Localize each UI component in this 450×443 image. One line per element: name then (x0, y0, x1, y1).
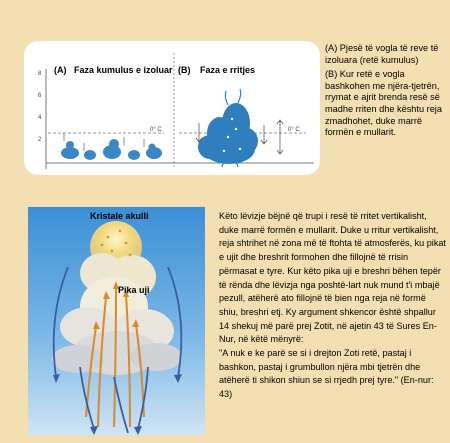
panel-a-letter: (A) (54, 65, 67, 75)
axis-tick-label: 2 (38, 137, 42, 143)
article-body (219, 210, 447, 402)
thundercloud-illustration (28, 207, 205, 435)
cloud-airflow-drawing (28, 207, 205, 435)
panel-b-letter: (B) (178, 65, 191, 75)
small-cumulus-clouds (61, 139, 162, 160)
panel-b-title: Faza e rritjes (200, 65, 256, 75)
axis-tick-label: 8 (38, 71, 42, 77)
freezing-level-label-b: 0° C (288, 127, 300, 133)
caption-b: (B) Kur retë e vogla bashkohen me njëra-tjetrën, rrymat e ajrit brenda resë së madhe rriten dhe kështu reja zmadhohet, duke marrë formën e mullarit. (325, 69, 442, 138)
body-paragraph: Këto lëvizje bëjnë që trupi i resë të rritet vertikalisht, duke marrë formën e mullarit. Duke u rritur vertikalisht, reja shtrihet në zona më të ftohta të atmosferës, ku pikat e ujit dhe breshrit formohen dhe fillojnë të rrisin përmasat e tyre. Kur këto pika uji e breshri bëhen tepër të rënda dhe lëvizja nga poshtë-lart nuk mund t'i mbajë pezull, atëherë ato fillojnë të bien nga reja në formë shiu, breshri etj. Ky argument shkencor është shpallur 14 shekuj më parë prej Zotit, në ajetin 43 të Sures En-Nur, në këtë mënyrë: (219, 211, 446, 345)
freezing-level-label-a: 0° C (150, 127, 162, 133)
quran-quote: "A nuk e ke parë se si i drejton Zoti retë, pastaj i bashkon, pastaj i grumbullon njëra mbi tjetrën dhe atëherë ti shikon shiun se si rrjedh prej tyre." (En-nur: 43) (219, 348, 434, 400)
axis-tick-label: 6 (38, 93, 42, 99)
cloud-stages-figure (24, 41, 320, 175)
growing-cumulus-cloud (198, 103, 258, 164)
caption-a: (A) Pjesë të vogla të reve të izoluara (retë kumulus) (325, 43, 439, 65)
panel-a-title: Faza kumulus e izoluar (74, 65, 173, 75)
axis-tick-label: 4 (38, 115, 42, 121)
ice-crystals-label: Kristale akulli (90, 211, 149, 221)
figure-captions (325, 43, 447, 142)
water-drops-label: Pika uji (118, 285, 150, 295)
cloud-stages-diagram (24, 41, 320, 175)
